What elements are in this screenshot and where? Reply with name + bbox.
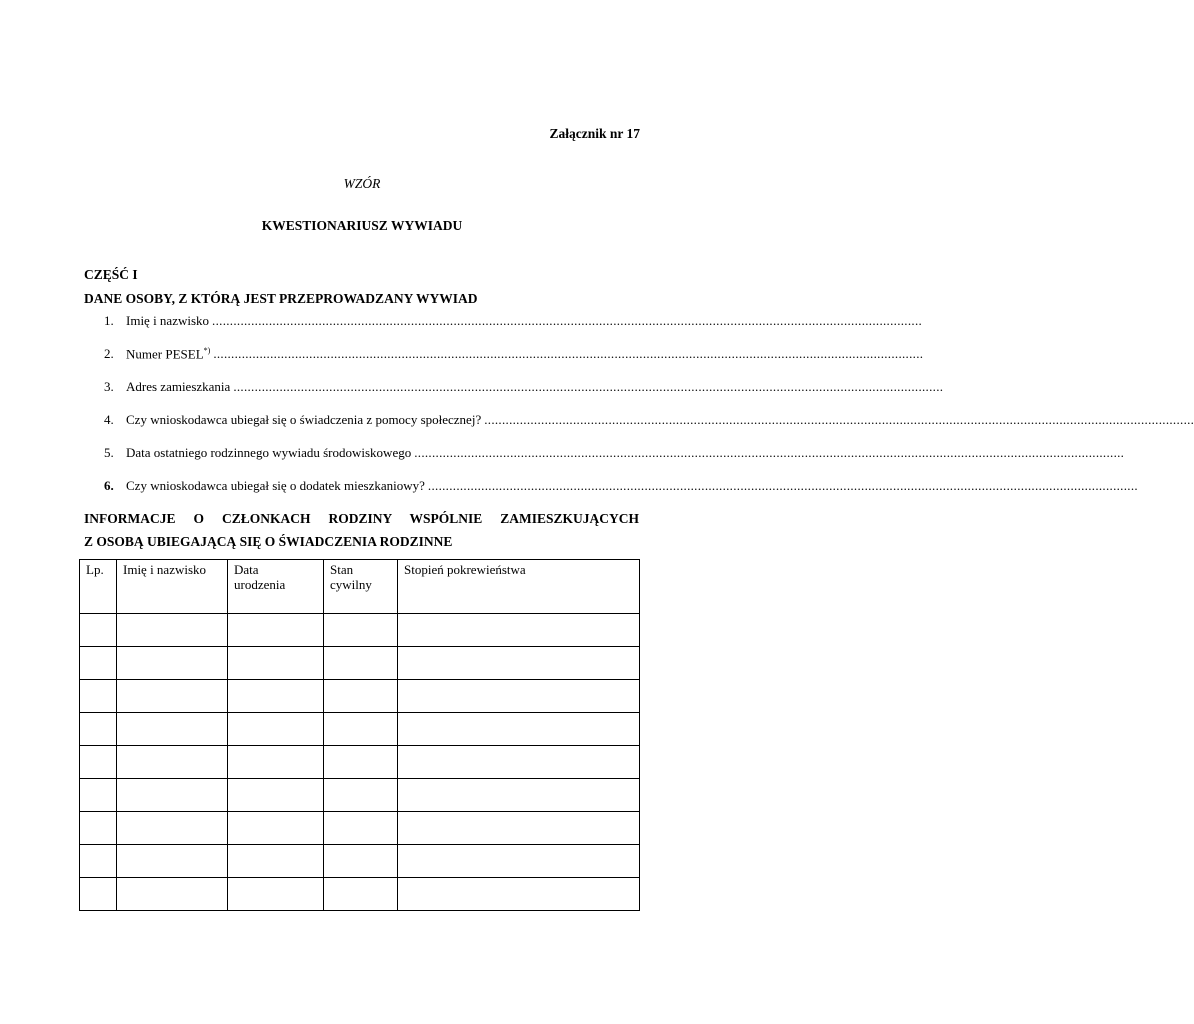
- fill-line[interactable]: ........................................................................................................................................................................................................: [213, 346, 924, 362]
- table-cell[interactable]: [117, 779, 228, 812]
- table-cell[interactable]: [324, 713, 398, 746]
- table-cell[interactable]: [117, 812, 228, 845]
- item-label: Czy wnioskodawca ubiegał się o świadczenia z pomocy społecznej?: [126, 412, 482, 427]
- table-cell[interactable]: [80, 845, 117, 878]
- table-cell[interactable]: [80, 878, 117, 911]
- table-row: [80, 812, 640, 845]
- table-cell[interactable]: [228, 878, 324, 911]
- table-cell[interactable]: [324, 812, 398, 845]
- list-item[interactable]: [104, 346, 924, 379]
- table-cell[interactable]: [117, 680, 228, 713]
- table-cell[interactable]: [398, 713, 640, 746]
- table-cell[interactable]: [117, 845, 228, 878]
- fill-line[interactable]: ........................................................................................................................................................................................................: [484, 412, 1194, 427]
- table-row: [80, 746, 640, 779]
- item-number: 2.: [104, 346, 114, 362]
- item-number: 5.: [104, 445, 114, 460]
- table-row: [80, 614, 640, 647]
- table-cell[interactable]: [80, 713, 117, 746]
- table-cell[interactable]: [398, 746, 640, 779]
- section-title: DANE OSOBY, Z KTÓRĄ JEST PRZEPROWADZANY WYWIAD: [84, 291, 478, 306]
- item-label: Numer PESEL*): [126, 346, 211, 362]
- table-cell[interactable]: [228, 845, 324, 878]
- table-cell[interactable]: [324, 845, 398, 878]
- table-cell[interactable]: [117, 713, 228, 746]
- table-cell[interactable]: [324, 779, 398, 812]
- table-cell[interactable]: [228, 647, 324, 680]
- fill-line[interactable]: ........................................................................................................................................................................................................: [233, 379, 944, 394]
- table-cell[interactable]: [324, 614, 398, 647]
- table-cell[interactable]: [228, 713, 324, 746]
- pattern-label: WZÓR: [343, 176, 381, 191]
- footnote-marker: *): [203, 346, 211, 355]
- family-info-line-1: INFORMACJE O CZŁONKACH RODZINY WSPÓLNIE ZAMIESZKUJĄCYCH: [84, 511, 639, 526]
- table-cell[interactable]: [324, 878, 398, 911]
- list-item[interactable]: [104, 313, 923, 346]
- item-number: 3.: [104, 379, 114, 394]
- list-item[interactable]: [104, 412, 1194, 445]
- table-cell[interactable]: [324, 746, 398, 779]
- table-cell[interactable]: [398, 878, 640, 911]
- table-cell[interactable]: [117, 878, 228, 911]
- column-header-birth-date: Data urodzenia: [228, 560, 324, 614]
- table-cell[interactable]: [228, 680, 324, 713]
- list-item[interactable]: [104, 478, 1138, 511]
- table-cell[interactable]: [398, 812, 640, 845]
- table-cell[interactable]: [117, 746, 228, 779]
- part-heading: CZĘŚĆ I: [84, 267, 138, 282]
- family-info-line-2: Z OSOBĄ UBIEGAJĄCĄ SIĘ O ŚWIADCZENIA RODZINNE: [84, 534, 453, 549]
- item-number: 4.: [104, 412, 114, 427]
- table-cell[interactable]: [228, 614, 324, 647]
- table-cell[interactable]: [398, 614, 640, 647]
- list-item[interactable]: [104, 445, 1125, 478]
- table-cell[interactable]: [117, 647, 228, 680]
- item-label: Adres zamieszkania: [126, 379, 231, 394]
- table-row: [80, 713, 640, 746]
- table-row: [80, 647, 640, 680]
- item-label: Data ostatniego rodzinnego wywiadu środowiskowego: [126, 445, 412, 460]
- column-header-lp: Lp.: [80, 560, 117, 614]
- table-cell[interactable]: [80, 647, 117, 680]
- fill-line[interactable]: ........................................................................................................................................................................................................: [212, 313, 923, 328]
- table-row: [80, 779, 640, 812]
- column-header-relationship: Stopień pokrewieństwa: [398, 560, 640, 614]
- item-label: Czy wnioskodawca ubiegał się o dodatek mieszkaniowy?: [126, 478, 425, 493]
- column-header-marital-status: Stan cywilny: [324, 560, 398, 614]
- document-title: KWESTIONARIUSZ WYWIADU: [261, 218, 463, 233]
- personal-data-list: [104, 313, 1194, 511]
- annex-number: Załącznik nr 17: [549, 126, 640, 141]
- table-cell[interactable]: [324, 647, 398, 680]
- table-row: [80, 680, 640, 713]
- table-cell[interactable]: [324, 680, 398, 713]
- table-cell[interactable]: [80, 614, 117, 647]
- table-cell[interactable]: [398, 647, 640, 680]
- table-cell[interactable]: [80, 746, 117, 779]
- table-cell[interactable]: [117, 614, 228, 647]
- table-body: [80, 614, 640, 911]
- table-row: [80, 845, 640, 878]
- table-cell[interactable]: [80, 812, 117, 845]
- fill-line[interactable]: ........................................................................................................................................................................................................: [427, 478, 1138, 493]
- column-header-name: Imię i nazwisko: [117, 560, 228, 614]
- family-members-table: [79, 559, 640, 911]
- table-cell[interactable]: [398, 779, 640, 812]
- table-cell[interactable]: [228, 779, 324, 812]
- table-cell[interactable]: [80, 680, 117, 713]
- table-cell[interactable]: [228, 812, 324, 845]
- family-info-heading: [84, 511, 639, 550]
- table-cell[interactable]: [228, 746, 324, 779]
- item-number: 1.: [104, 313, 114, 328]
- table-row: [80, 878, 640, 911]
- item-number: 6.: [104, 478, 114, 493]
- table-cell[interactable]: [398, 680, 640, 713]
- table-header-row: [80, 560, 640, 614]
- table-cell[interactable]: [398, 845, 640, 878]
- fill-line[interactable]: ........................................................................................................................................................................................................: [414, 445, 1125, 460]
- list-item[interactable]: [104, 379, 944, 412]
- item-label: Imię i nazwisko: [126, 313, 210, 328]
- table-cell[interactable]: [80, 779, 117, 812]
